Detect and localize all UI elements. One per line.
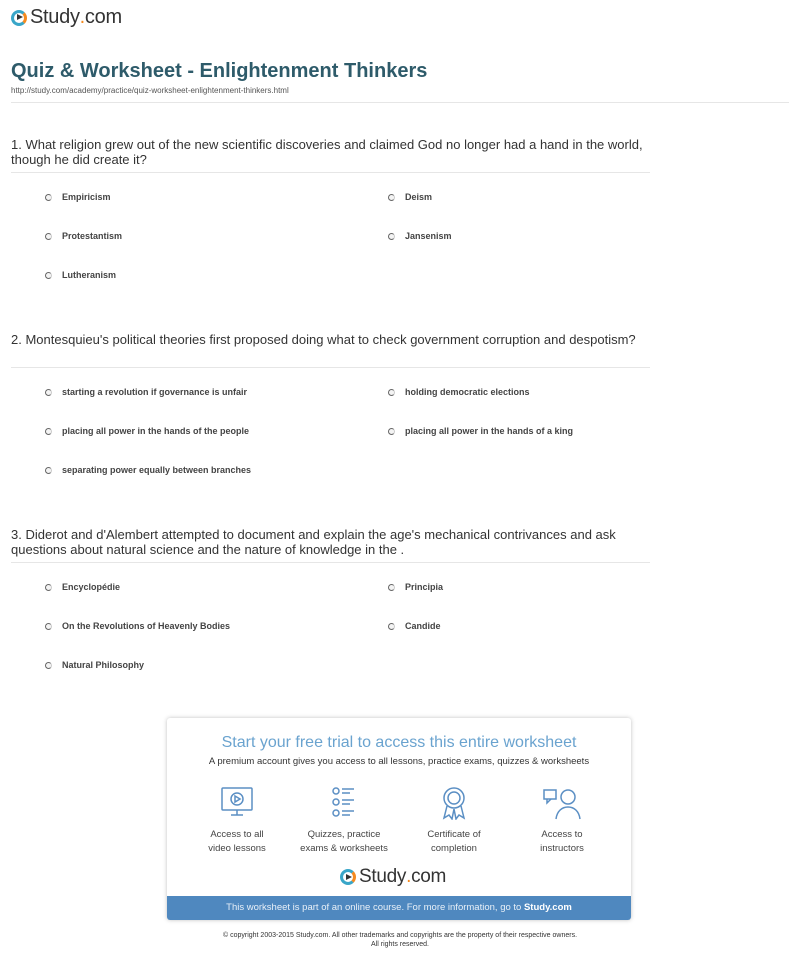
- quiz-list-icon: [326, 786, 362, 820]
- radio-button[interactable]: [45, 467, 52, 474]
- radio-button[interactable]: [45, 272, 52, 279]
- logo-dot: .: [79, 6, 85, 28]
- instructor-icon: [542, 786, 582, 820]
- option-label: Principia: [405, 582, 444, 592]
- answer-option[interactable]: [45, 621, 230, 631]
- answer-option[interactable]: [388, 582, 443, 592]
- option-label: On the Revolutions of Heavenly Bodies: [62, 621, 231, 631]
- radio-button[interactable]: [388, 584, 395, 591]
- page-title: Quiz & Worksheet - Enlightenment Thinkers: [11, 60, 428, 82]
- feature-label: Quizzes, practice: [307, 829, 381, 840]
- answer-option[interactable]: [45, 270, 116, 280]
- option-label: Encyclopédie: [62, 582, 121, 592]
- feature-certificate: [399, 786, 509, 856]
- radio-button[interactable]: [388, 194, 395, 201]
- option-label: starting a revolution if governance is unfair: [62, 387, 248, 397]
- logo-dot: .: [406, 866, 412, 887]
- copyright-text: © copyright 2003-2015 Study.com. All other trademarks and copyrights are the property of their respective owners.: [222, 932, 578, 939]
- option-label: Lutheranism: [62, 270, 117, 280]
- radio-button[interactable]: [45, 389, 52, 396]
- radio-button[interactable]: [45, 662, 52, 669]
- feature-instructors: [507, 786, 617, 856]
- radio-button[interactable]: [388, 428, 395, 435]
- option-label: placing all power in the hands of a king: [405, 426, 574, 436]
- answer-option[interactable]: [388, 387, 530, 397]
- option-label: placing all power in the hands of the people: [62, 426, 250, 436]
- answer-option[interactable]: [45, 387, 247, 397]
- option-label: Deism: [405, 192, 433, 202]
- radio-button[interactable]: [388, 623, 395, 630]
- course-banner: [167, 896, 631, 920]
- video-lesson-icon: [219, 786, 255, 820]
- divider: [11, 102, 789, 103]
- logo-text: Study: [359, 866, 407, 887]
- answer-option[interactable]: [45, 231, 122, 241]
- divider: [11, 562, 650, 563]
- option-label: separating power equally between branches: [62, 465, 252, 475]
- answer-option[interactable]: [388, 621, 441, 631]
- radio-button[interactable]: [45, 623, 52, 630]
- divider: [11, 367, 650, 368]
- answer-option[interactable]: [45, 582, 120, 592]
- radio-button[interactable]: [45, 428, 52, 435]
- answer-option[interactable]: [388, 192, 432, 202]
- play-logo-icon: [340, 869, 356, 885]
- copyright: [0, 931, 800, 949]
- page-url: http://study.com/academy/practice/quiz-worksheet-enlightenment-thinkers.html: [11, 86, 289, 95]
- answer-option[interactable]: [45, 426, 249, 436]
- option-label: Candide: [405, 621, 441, 631]
- rights-text: All rights reserved.: [371, 941, 429, 948]
- divider: [11, 172, 650, 173]
- radio-button[interactable]: [45, 233, 52, 240]
- radio-button[interactable]: [388, 233, 395, 240]
- banner-text: This worksheet is part of an online course. For more information, go to: [226, 902, 524, 913]
- feature-video: [182, 786, 292, 856]
- feature-label: Certificate of: [427, 829, 481, 840]
- radio-button[interactable]: [45, 194, 52, 201]
- option-label: Jansenism: [405, 231, 452, 241]
- study-link[interactable]: Study.com: [523, 902, 572, 913]
- option-label: Protestantism: [62, 231, 123, 241]
- option-label: holding democratic elections: [405, 387, 530, 397]
- feature-label: completion: [431, 843, 477, 854]
- answer-option[interactable]: [45, 192, 111, 202]
- logo-tld: com: [84, 6, 122, 28]
- feature-label: video lessons: [208, 843, 266, 854]
- answer-option[interactable]: [388, 426, 573, 436]
- question-text: 2. Montesquieu's political theories first proposed doing what to check government corruption and despotism?: [11, 332, 636, 347]
- option-label: Natural Philosophy: [62, 660, 145, 670]
- feature-label: exams & worksheets: [300, 843, 388, 854]
- study-logo-promo[interactable]: [340, 866, 446, 888]
- feature-label: Access to: [541, 829, 583, 840]
- feature-label: Access to all: [210, 829, 264, 840]
- radio-button[interactable]: [45, 584, 52, 591]
- answer-option[interactable]: [45, 465, 251, 475]
- answer-option[interactable]: [388, 231, 452, 241]
- promo-headline: Start your free trial to access this entire worksheet: [221, 734, 577, 751]
- option-label: Empiricism: [62, 192, 111, 202]
- study-logo[interactable]: [11, 6, 122, 29]
- promo-box: [167, 718, 631, 920]
- promo-subhead: A premium account gives you access to all lessons, practice exams, quizzes & worksheets: [208, 756, 590, 767]
- feature-label: instructors: [540, 843, 584, 854]
- question-text: 1. What religion grew out of the new scientific discoveries and claimed God no longer had a hand in the world, though he did create it?: [11, 137, 643, 167]
- certificate-icon: [436, 786, 472, 820]
- logo-tld: com: [411, 866, 447, 887]
- radio-button[interactable]: [388, 389, 395, 396]
- answer-option[interactable]: [45, 660, 144, 670]
- play-logo-icon: [11, 10, 27, 26]
- feature-quizzes: [289, 786, 399, 856]
- question-text: 3. Diderot and d'Alembert attempted to document and explain the age's mechanical contrivances and ask questions about natural science and the nature of knowledge in the .: [11, 527, 616, 557]
- logo-text: Study: [30, 6, 80, 28]
